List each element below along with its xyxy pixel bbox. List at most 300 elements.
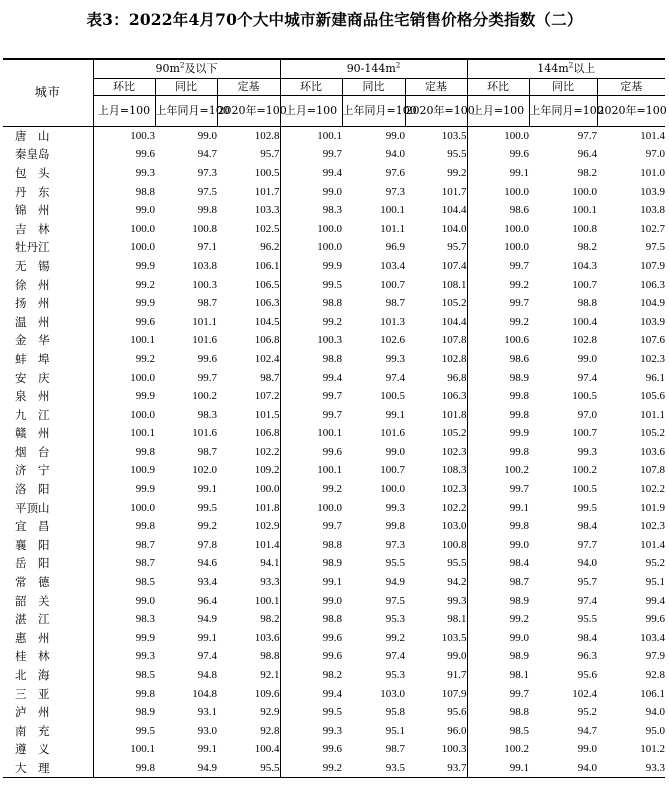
index-value: 94.1 — [260, 557, 280, 570]
index-value: 98.4 — [577, 631, 597, 644]
index-value: 103.6 — [640, 445, 665, 458]
index-value: 99.3 — [577, 445, 597, 458]
index-value: 92.8 — [260, 724, 280, 737]
city-name: 温 州 — [15, 314, 50, 329]
index-value: 101.8 — [441, 408, 467, 421]
index-value: 103.8 — [192, 259, 217, 272]
index-value: 101.3 — [380, 315, 405, 328]
index-value: 94.7 — [197, 148, 217, 161]
index-value: 100.5 — [380, 390, 405, 403]
index-value: 99.7 — [467, 684, 529, 703]
base-header-yoy: 上年同月=100 — [529, 95, 597, 126]
index-value: 98.8 — [93, 182, 155, 201]
sub-header-mom: 环比 — [467, 78, 529, 95]
index-value: 101.4 — [640, 538, 665, 551]
sub-header-yoy: 同比 — [155, 78, 217, 95]
index-value: 109.2 — [254, 464, 280, 477]
index-value: 99.9 — [93, 294, 155, 313]
index-value: 107.9 — [640, 259, 665, 272]
index-value: 97.4 — [197, 650, 217, 663]
index-value: 98.7 — [93, 536, 155, 555]
index-value: 98.3 — [93, 610, 155, 629]
index-value: 103.5 — [441, 631, 467, 644]
index-value: 102.8 — [572, 334, 597, 347]
index-value: 98.7 — [197, 297, 217, 310]
index-value: 106.3 — [441, 390, 467, 403]
index-value: 99.9 — [93, 480, 155, 499]
index-value: 100.0 — [93, 405, 155, 424]
index-value: 106.8 — [254, 427, 280, 440]
index-value: 104.5 — [254, 315, 280, 328]
table-row — [3, 703, 665, 722]
index-value: 101.6 — [380, 427, 405, 440]
index-value: 95.3 — [385, 669, 405, 682]
index-value: 102.2 — [640, 483, 665, 496]
index-value: 100.1 — [93, 331, 155, 350]
index-value: 98.5 — [467, 722, 529, 741]
city-column-header: 城市 — [3, 59, 93, 126]
table-row — [3, 275, 665, 294]
index-value: 94.0 — [529, 759, 597, 778]
index-value: 99.5 — [280, 703, 342, 722]
index-value: 97.0 — [645, 148, 665, 161]
city-name: 丹 东 — [15, 184, 50, 199]
index-value: 98.8 — [280, 350, 342, 369]
table-title: 表3：2022年4月70个大中城市新建商品住宅销售价格分类指数（二） — [86, 10, 583, 29]
index-value: 100.6 — [467, 331, 529, 350]
city-name: 桂 林 — [15, 649, 50, 664]
index-value: 97.3 — [385, 185, 405, 198]
index-value: 96.0 — [447, 724, 467, 737]
index-value: 99.0 — [93, 201, 155, 220]
index-value: 98.3 — [197, 408, 217, 421]
index-value: 94.8 — [197, 669, 217, 682]
index-value: 98.8 — [280, 536, 342, 555]
index-value: 99.5 — [280, 275, 342, 294]
index-value: 99.8 — [93, 684, 155, 703]
table-row — [3, 498, 665, 517]
sub-header-fixed-base: 定基 — [405, 78, 467, 95]
index-value: 105.6 — [640, 390, 665, 403]
index-value: 103.4 — [640, 631, 665, 644]
index-value: 102.5 — [254, 222, 280, 235]
index-value: 97.5 — [385, 594, 405, 607]
city-name: 济 宁 — [15, 463, 50, 478]
index-value: 107.8 — [640, 464, 665, 477]
city-name: 秦皇岛 — [15, 147, 50, 162]
index-value: 99.3 — [93, 164, 155, 183]
city-name: 洛 阳 — [15, 482, 50, 497]
index-value: 100.3 — [280, 331, 342, 350]
index-value: 99.0 — [467, 629, 529, 648]
city-name: 金 华 — [15, 333, 50, 348]
index-value: 97.7 — [577, 129, 597, 142]
index-value: 95.8 — [385, 706, 405, 719]
index-value: 99.7 — [280, 405, 342, 424]
index-value: 99.8 — [467, 443, 529, 462]
index-value: 99.8 — [197, 204, 217, 217]
index-value: 95.5 — [447, 557, 467, 570]
index-value: 100.1 — [280, 126, 342, 145]
table-row — [3, 647, 665, 666]
index-value: 97.0 — [577, 408, 597, 421]
table-row — [3, 219, 665, 238]
index-value: 101.8 — [254, 501, 280, 514]
index-value: 99.2 — [280, 480, 342, 499]
index-value: 99.3 — [93, 647, 155, 666]
index-value: 100.1 — [93, 424, 155, 443]
base-header-mom: 上月=100 — [93, 95, 155, 126]
index-value: 102.8 — [254, 129, 280, 142]
group-header-144-above: $144m^2$以上 — [467, 59, 665, 78]
index-value: 99.2 — [467, 610, 529, 629]
table-row — [3, 424, 665, 443]
city-name: 泸 州 — [15, 705, 50, 720]
index-value: 106.5 — [254, 278, 280, 291]
index-value: 99.1 — [385, 408, 405, 421]
index-value: 94.0 — [385, 148, 405, 161]
index-value: 98.7 — [197, 445, 217, 458]
index-value: 101.1 — [640, 408, 665, 421]
index-value: 100.1 — [280, 424, 342, 443]
index-value: 100.0 — [93, 219, 155, 238]
index-value: 99.0 — [280, 591, 342, 610]
index-value: 99.7 — [467, 294, 529, 313]
index-value: 95.2 — [577, 706, 597, 719]
index-value: 100.7 — [380, 278, 405, 291]
table-row — [3, 666, 665, 685]
index-value: 100.4 — [254, 743, 280, 756]
city-name: 安 庆 — [15, 370, 50, 385]
index-value: 102.3 — [441, 483, 467, 496]
index-value: 99.8 — [385, 520, 405, 533]
index-value: 93.1 — [197, 706, 217, 719]
index-value: 99.9 — [93, 257, 155, 276]
index-value: 99.6 — [197, 352, 217, 365]
index-value: 95.5 — [577, 613, 597, 626]
index-value: 101.1 — [380, 222, 405, 235]
index-value: 97.3 — [385, 538, 405, 551]
index-value: 100.0 — [280, 238, 342, 257]
index-value: 97.3 — [197, 166, 217, 179]
index-value: 99.8 — [467, 387, 529, 406]
index-value: 100.0 — [467, 219, 529, 238]
index-value: 99.7 — [280, 517, 342, 536]
index-value: 93.4 — [197, 576, 217, 589]
index-value: 98.2 — [280, 666, 342, 685]
index-value: 95.7 — [447, 241, 467, 254]
index-value: 95.6 — [577, 669, 597, 682]
index-value: 101.6 — [192, 427, 217, 440]
table-row — [3, 591, 665, 610]
city-name: 蚌 埠 — [15, 351, 50, 366]
city-name: 唐 山 — [15, 128, 50, 143]
index-value: 99.1 — [197, 743, 217, 756]
index-value: 100.1 — [280, 461, 342, 480]
index-value: 102.9 — [254, 520, 280, 533]
index-value: 99.2 — [93, 350, 155, 369]
index-value: 100.8 — [572, 222, 597, 235]
index-value: 99.3 — [385, 352, 405, 365]
base-header-mom: 上月=100 — [280, 95, 342, 126]
index-value: 100.2 — [467, 740, 529, 759]
city-name: 徐 州 — [15, 277, 50, 292]
index-value: 98.2 — [260, 613, 280, 626]
table-row — [3, 182, 665, 201]
index-value: 101.0 — [640, 166, 665, 179]
index-value: 101.5 — [254, 408, 280, 421]
index-value: 99.6 — [467, 145, 529, 164]
index-value: 99.2 — [447, 166, 467, 179]
index-value: 106.1 — [254, 259, 280, 272]
index-value: 97.6 — [385, 166, 405, 179]
table-row — [3, 126, 665, 145]
index-value: 106.3 — [254, 297, 280, 310]
index-value: 98.3 — [280, 201, 342, 220]
index-value: 103.6 — [254, 631, 280, 644]
index-value: 99.4 — [280, 684, 342, 703]
index-value: 100.1 — [254, 594, 280, 607]
index-value: 99.7 — [280, 145, 342, 164]
base-header-yoy: 上年同月=100 — [342, 95, 405, 126]
index-value: 100.0 — [572, 185, 597, 198]
index-value: 100.0 — [280, 498, 342, 517]
index-value: 99.3 — [385, 501, 405, 514]
table-row — [3, 294, 665, 313]
sub-header-fixed-base: 定基 — [597, 78, 665, 95]
index-value: 99.0 — [93, 591, 155, 610]
table-row — [3, 629, 665, 648]
index-value: 92.1 — [260, 669, 280, 682]
index-value: 99.9 — [280, 257, 342, 276]
base-header-fixed-base: 2020年=100 — [217, 95, 280, 126]
city-name: 南 充 — [15, 723, 50, 738]
table-row — [3, 610, 665, 629]
index-value: 105.2 — [441, 297, 467, 310]
index-value: 99.5 — [577, 501, 597, 514]
index-value: 95.5 — [447, 148, 467, 161]
index-value: 102.0 — [192, 464, 217, 477]
index-value: 98.5 — [93, 573, 155, 592]
index-value: 99.3 — [447, 594, 467, 607]
index-value: 96.3 — [577, 650, 597, 663]
city-name: 惠 州 — [15, 630, 50, 645]
index-value: 94.9 — [385, 576, 405, 589]
index-value: 95.1 — [645, 576, 665, 589]
index-value: 100.9 — [93, 461, 155, 480]
city-name: 襄 阳 — [15, 537, 50, 552]
index-value: 97.5 — [197, 185, 217, 198]
table-row — [3, 573, 665, 592]
index-value: 94.7 — [577, 724, 597, 737]
index-value: 96.2 — [260, 241, 280, 254]
index-value: 105.2 — [640, 427, 665, 440]
index-value: 98.8 — [280, 610, 342, 629]
table-row — [3, 350, 665, 369]
index-value: 97.4 — [385, 371, 405, 384]
city-name: 湛 江 — [15, 612, 50, 627]
city-name: 赣 州 — [15, 426, 50, 441]
index-value: 99.3 — [280, 722, 342, 741]
table-row — [3, 722, 665, 741]
city-name: 平顶山 — [15, 500, 50, 515]
base-header-fixed-base: 2020年=100 — [597, 95, 665, 126]
table-row — [3, 387, 665, 406]
index-value: 100.3 — [192, 278, 217, 291]
index-value: 102.3 — [640, 520, 665, 533]
index-value: 98.4 — [577, 520, 597, 533]
index-value: 101.4 — [640, 129, 665, 142]
index-value: 97.4 — [577, 371, 597, 384]
city-name: 三 亚 — [15, 686, 50, 701]
index-value: 108.3 — [441, 464, 467, 477]
index-value: 99.8 — [93, 443, 155, 462]
table-row — [3, 536, 665, 555]
index-value: 94.9 — [155, 759, 217, 778]
index-value: 104.9 — [640, 297, 665, 310]
index-value: 106.8 — [254, 334, 280, 347]
index-value: 96.8 — [447, 371, 467, 384]
index-value: 99.6 — [645, 613, 665, 626]
index-value: 99.4 — [280, 164, 342, 183]
table-row — [3, 145, 665, 164]
sub-header-mom: 环比 — [280, 78, 342, 95]
index-value: 97.4 — [577, 594, 597, 607]
city-name: 烟 台 — [15, 444, 50, 459]
table-row — [3, 443, 665, 462]
index-value: 98.2 — [577, 166, 597, 179]
index-value: 100.0 — [93, 498, 155, 517]
index-value: 94.2 — [447, 576, 467, 589]
index-value: 103.9 — [640, 185, 665, 198]
index-value: 102.2 — [254, 445, 280, 458]
index-value: 100.0 — [93, 238, 155, 257]
index-value: 98.7 — [260, 371, 280, 384]
sub-header-fixed-base: 定基 — [217, 78, 280, 95]
table-row — [3, 201, 665, 220]
index-value: 97.9 — [645, 650, 665, 663]
index-value: 100.0 — [280, 219, 342, 238]
index-value: 99.8 — [93, 517, 155, 536]
index-value: 102.2 — [441, 501, 467, 514]
index-value: 99.4 — [645, 594, 665, 607]
index-value: 103.9 — [640, 315, 665, 328]
table-row — [3, 517, 665, 536]
table-row — [3, 554, 665, 573]
index-value: 98.2 — [577, 241, 597, 254]
index-value: 103.3 — [254, 204, 280, 217]
city-name: 九 江 — [15, 407, 50, 422]
index-value: 95.7 — [577, 576, 597, 589]
index-value: 99.1 — [280, 573, 342, 592]
index-value: 99.7 — [197, 371, 217, 384]
index-value: 99.6 — [93, 312, 155, 331]
index-value: 99.2 — [467, 275, 529, 294]
index-value: 104.0 — [441, 222, 467, 235]
index-value: 99.6 — [280, 629, 342, 648]
group-header-90-below: $90m^2$及以下 — [93, 59, 280, 78]
index-value: 95.3 — [385, 613, 405, 626]
index-value: 100.8 — [192, 222, 217, 235]
index-value: 95.2 — [645, 557, 665, 570]
index-value: 101.9 — [640, 501, 665, 514]
index-value: 98.1 — [447, 613, 467, 626]
index-value: 98.7 — [467, 573, 529, 592]
table-row — [3, 480, 665, 499]
index-value: 103.8 — [640, 204, 665, 217]
index-value: 92.8 — [645, 669, 665, 682]
city-name: 锦 州 — [15, 203, 50, 218]
city-name: 大 理 — [3, 759, 93, 778]
index-value: 100.2 — [572, 464, 597, 477]
city-name: 岳 阳 — [15, 556, 50, 571]
city-name: 扬 州 — [15, 296, 50, 311]
index-value: 99.1 — [197, 631, 217, 644]
index-value: 98.8 — [260, 650, 280, 663]
index-value: 99.0 — [577, 352, 597, 365]
table-row — [3, 312, 665, 331]
city-name: 无 锡 — [15, 258, 50, 273]
index-value: 99.0 — [385, 129, 405, 142]
index-value: 94.9 — [197, 613, 217, 626]
index-value: 95.5 — [217, 759, 280, 778]
index-value: 103.5 — [441, 129, 467, 142]
index-value: 107.8 — [441, 334, 467, 347]
index-value: 103.0 — [441, 520, 467, 533]
index-value: 98.9 — [467, 647, 529, 666]
index-value: 104.4 — [441, 204, 467, 217]
table-row — [3, 331, 665, 350]
index-value: 104.4 — [441, 315, 467, 328]
index-value: 99.8 — [467, 517, 529, 536]
index-value: 107.6 — [640, 334, 665, 347]
index-value: 107.4 — [441, 259, 467, 272]
index-value: 102.7 — [640, 222, 665, 235]
index-value: 95.1 — [385, 724, 405, 737]
city-name: 包 头 — [15, 165, 50, 180]
index-value: 99.6 — [280, 443, 342, 462]
index-value: 99.7 — [280, 387, 342, 406]
index-value: 96.4 — [197, 594, 217, 607]
index-value: 99.2 — [467, 312, 529, 331]
index-value: 103.0 — [380, 687, 405, 700]
index-value: 99.2 — [280, 312, 342, 331]
city-name: 吉 林 — [15, 221, 50, 236]
index-value: 106.1 — [640, 687, 665, 700]
index-value: 97.5 — [645, 241, 665, 254]
index-value: 93.0 — [197, 724, 217, 737]
index-value: 99.4 — [280, 368, 342, 387]
index-value: 100.0 — [380, 483, 405, 496]
table-row — [3, 405, 665, 424]
index-value: 99.0 — [467, 536, 529, 555]
index-value: 99.6 — [93, 145, 155, 164]
index-value: 100.5 — [254, 166, 280, 179]
index-value: 99.0 — [385, 445, 405, 458]
index-value: 99.7 — [467, 480, 529, 499]
index-value: 95.6 — [447, 706, 467, 719]
index-value: 97.8 — [197, 538, 217, 551]
index-value: 100.3 — [441, 743, 467, 756]
index-value: 106.3 — [640, 278, 665, 291]
index-value: 101.7 — [254, 185, 280, 198]
index-value: 98.7 — [385, 297, 405, 310]
index-value: 98.7 — [93, 554, 155, 573]
city-name: 韶 关 — [15, 593, 50, 608]
index-value: 94.0 — [645, 706, 665, 719]
index-value: 100.0 — [93, 368, 155, 387]
index-value: 101.6 — [192, 334, 217, 347]
